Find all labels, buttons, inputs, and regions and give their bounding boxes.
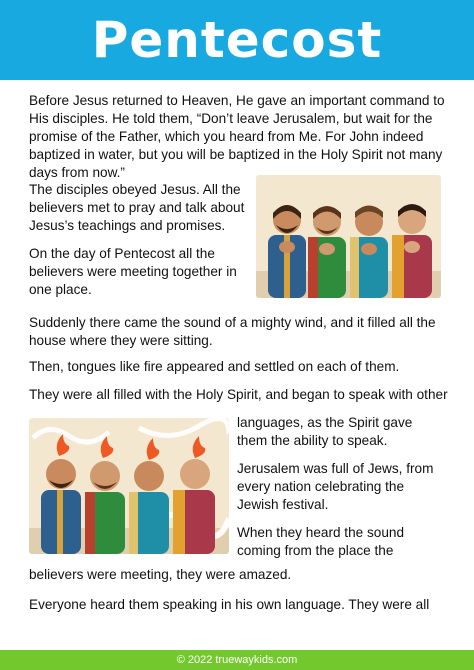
paragraph-other-languages: languages, as the Spirit gave them the ability to speak. [237, 415, 413, 448]
title-banner [0, 0, 474, 80]
paragraph-tongues-of-fire: Then, tongues like fire appeared and settled on each of them. [29, 359, 400, 374]
paragraph-jerusalem: Jerusalem was full of Jews, from every nation celebrating the Jewish festival. [237, 461, 434, 512]
praying-believers-illustration [256, 175, 441, 298]
paragraph-day-of-pentecost: On the day of Pentecost all the believers were meeting together in one place. [29, 246, 237, 297]
copyright-text: © 2022 truewaykids.com [176, 654, 298, 666]
paragraph-own-language: Everyone heard them speaking in his own language. They were all [29, 597, 430, 612]
paragraph-mighty-wind: Suddenly there came the sound of a mighty wind, and it filled all the house where they were sitting. [29, 315, 436, 348]
paragraph-disciples-obeyed: The disciples obeyed Jesus. All the believers met to pray and talk about Jesus’s teachings and promises. [29, 182, 245, 233]
paragraph-filled-with-spirit: They were all filled with the Holy Spirit, and began to speak with other [29, 387, 448, 402]
footer-bar [0, 650, 474, 670]
page-title: Pentecost [91, 11, 383, 69]
paragraph-heard-sound: When they heard the sound coming from the place the [237, 525, 405, 558]
tongues-of-fire-illustration [29, 418, 229, 554]
paragraph-command: Before Jesus returned to Heaven, He gave an important command to His disciples. He told them, “Don’t leave Jerusalem, but wait for the promise of the Father, which you heard from Me. For John indeed baptized in water, but you will be baptized in the Holy Spirit not many days from now.” [29, 93, 445, 180]
paragraph-amazed: believers were meeting, they were amazed. [29, 567, 292, 582]
